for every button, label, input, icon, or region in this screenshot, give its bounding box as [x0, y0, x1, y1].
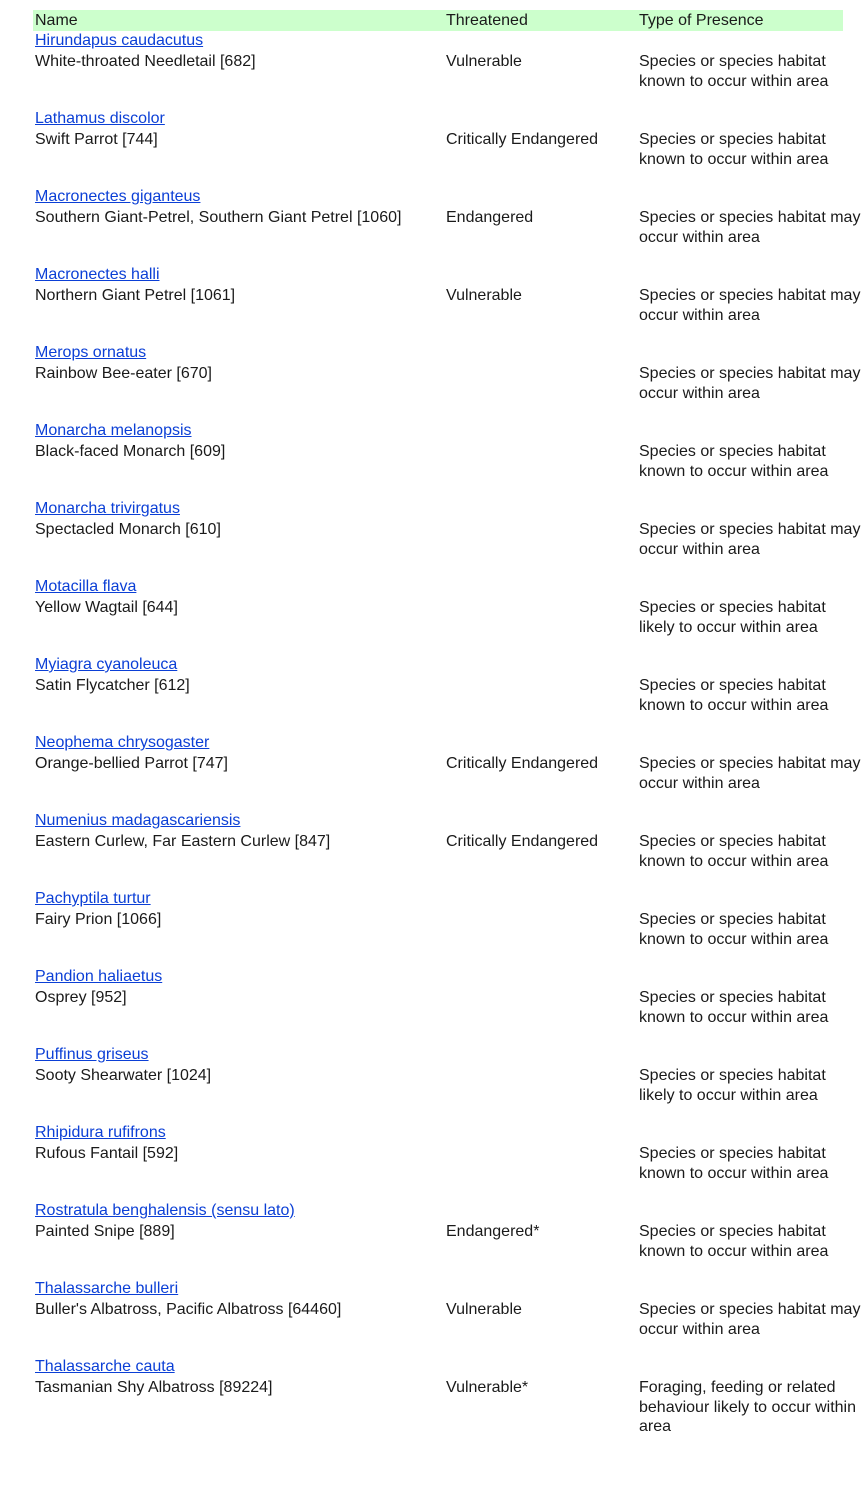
type-of-presence: Species or species habitat likely to occur within area	[639, 599, 826, 636]
type-of-presence: Species or species habitat known to occur within area	[639, 989, 829, 1026]
header-type-of-presence: Type of Presence	[639, 12, 764, 29]
species-common-name: Swift Parrot [744]	[35, 131, 158, 148]
type-of-presence: Species or species habitat known to occur within area	[639, 443, 829, 480]
species-common-name: Osprey [952]	[35, 989, 127, 1006]
species-common-name: Tasmanian Shy Albatross [89224]	[35, 1379, 273, 1396]
species-row	[0, 655, 864, 733]
threatened-status: Vulnerable	[446, 287, 522, 304]
species-scientific-name-link[interactable]: Numenius madagascariensis	[35, 812, 241, 829]
species-common-name: Spectacled Monarch [610]	[35, 521, 221, 538]
species-row	[0, 265, 864, 343]
species-scientific-name-link[interactable]: Motacilla flava	[35, 578, 137, 595]
species-scientific-name-link[interactable]: Myiagra cyanoleuca	[35, 656, 178, 673]
type-of-presence: Species or species habitat known to occur within area	[639, 131, 829, 168]
species-scientific-name-link[interactable]: Thalassarche bulleri	[35, 1280, 179, 1297]
threatened-status: Vulnerable	[446, 53, 522, 70]
species-scientific-name-link[interactable]: Thalassarche cauta	[35, 1358, 175, 1375]
species-scientific-name-link[interactable]: Pandion haliaetus	[35, 968, 163, 985]
type-of-presence: Species or species habitat likely to occur within area	[639, 1067, 826, 1104]
table-header	[33, 10, 843, 31]
species-row	[0, 1045, 864, 1123]
species-row	[0, 1357, 864, 1435]
header-threatened: Threatened	[446, 12, 528, 29]
threatened-status: Vulnerable*	[446, 1379, 529, 1396]
species-common-name: Orange-bellied Parrot [747]	[35, 755, 228, 772]
species-scientific-name-link[interactable]: Macronectes giganteus	[35, 188, 201, 205]
species-scientific-name-link[interactable]: Hirundapus caudacutus	[35, 32, 204, 49]
species-scientific-name-link[interactable]: Merops ornatus	[35, 344, 147, 361]
type-of-presence: Species or species habitat may occur within area	[639, 209, 861, 246]
threatened-status: Endangered	[446, 209, 534, 226]
species-scientific-name-link[interactable]: Macronectes halli	[35, 266, 160, 283]
type-of-presence: Species or species habitat known to occur within area	[639, 53, 829, 90]
species-scientific-name-link[interactable]: Rostratula benghalensis (sensu lato)	[35, 1202, 295, 1219]
header-name: Name	[35, 12, 78, 29]
species-common-name: Fairy Prion [1066]	[35, 911, 162, 928]
threatened-status: Vulnerable	[446, 1301, 522, 1318]
species-row	[0, 577, 864, 655]
threatened-status: Critically Endangered	[446, 131, 599, 148]
type-of-presence: Species or species habitat may occur within area	[639, 365, 861, 402]
type-of-presence: Species or species habitat known to occur within area	[639, 677, 829, 714]
species-scientific-name-link[interactable]: Monarcha melanopsis	[35, 422, 192, 439]
species-row	[0, 967, 864, 1045]
species-common-name: Satin Flycatcher [612]	[35, 677, 190, 694]
species-row	[0, 733, 864, 811]
species-row	[0, 811, 864, 889]
species-common-name: Sooty Shearwater [1024]	[35, 1067, 212, 1084]
species-row	[0, 499, 864, 577]
species-row	[0, 343, 864, 421]
species-common-name: Painted Snipe [889]	[35, 1223, 175, 1240]
type-of-presence: Species or species habitat known to occur within area	[639, 911, 829, 948]
species-scientific-name-link[interactable]: Rhipidura rufifrons	[35, 1124, 166, 1141]
species-row	[0, 1123, 864, 1201]
threatened-status: Endangered*	[446, 1223, 540, 1240]
type-of-presence: Species or species habitat may occur within area	[639, 755, 861, 792]
type-of-presence: Foraging, feeding or related behaviour likely to occur within area	[639, 1379, 856, 1435]
species-common-name: Eastern Curlew, Far Eastern Curlew [847]	[35, 833, 331, 850]
type-of-presence: Species or species habitat known to occur within area	[639, 1145, 829, 1182]
species-scientific-name-link[interactable]: Puffinus griseus	[35, 1046, 149, 1063]
species-common-name: Northern Giant Petrel [1061]	[35, 287, 236, 304]
species-row	[0, 187, 864, 265]
species-row	[0, 109, 864, 187]
species-common-name: White-throated Needletail [682]	[35, 53, 256, 70]
species-common-name: Rufous Fantail [592]	[35, 1145, 179, 1162]
type-of-presence: Species or species habitat may occur within area	[639, 521, 861, 558]
species-row	[0, 1201, 864, 1279]
species-common-name: Yellow Wagtail [644]	[35, 599, 178, 616]
species-common-name: Buller's Albatross, Pacific Albatross [64460]	[35, 1301, 342, 1318]
species-scientific-name-link[interactable]: Lathamus discolor	[35, 110, 165, 127]
threatened-status: Critically Endangered	[446, 755, 599, 772]
species-row	[0, 1279, 864, 1357]
type-of-presence: Species or species habitat known to occur within area	[639, 1223, 829, 1260]
species-row	[0, 31, 864, 109]
species-scientific-name-link[interactable]: Monarcha trivirgatus	[35, 500, 180, 517]
species-scientific-name-link[interactable]: Neophema chrysogaster	[35, 734, 210, 751]
type-of-presence: Species or species habitat may occur within area	[639, 1301, 861, 1338]
species-common-name: Rainbow Bee-eater [670]	[35, 365, 212, 382]
species-row	[0, 421, 864, 499]
type-of-presence: Species or species habitat known to occur within area	[639, 833, 829, 870]
type-of-presence: Species or species habitat may occur within area	[639, 287, 861, 324]
species-list	[0, 31, 864, 1435]
species-row	[0, 889, 864, 967]
threatened-status: Critically Endangered	[446, 833, 599, 850]
species-common-name: Black-faced Monarch [609]	[35, 443, 226, 460]
species-scientific-name-link[interactable]: Pachyptila turtur	[35, 890, 151, 907]
species-common-name: Southern Giant-Petrel, Southern Giant Petrel [1060]	[35, 209, 402, 226]
